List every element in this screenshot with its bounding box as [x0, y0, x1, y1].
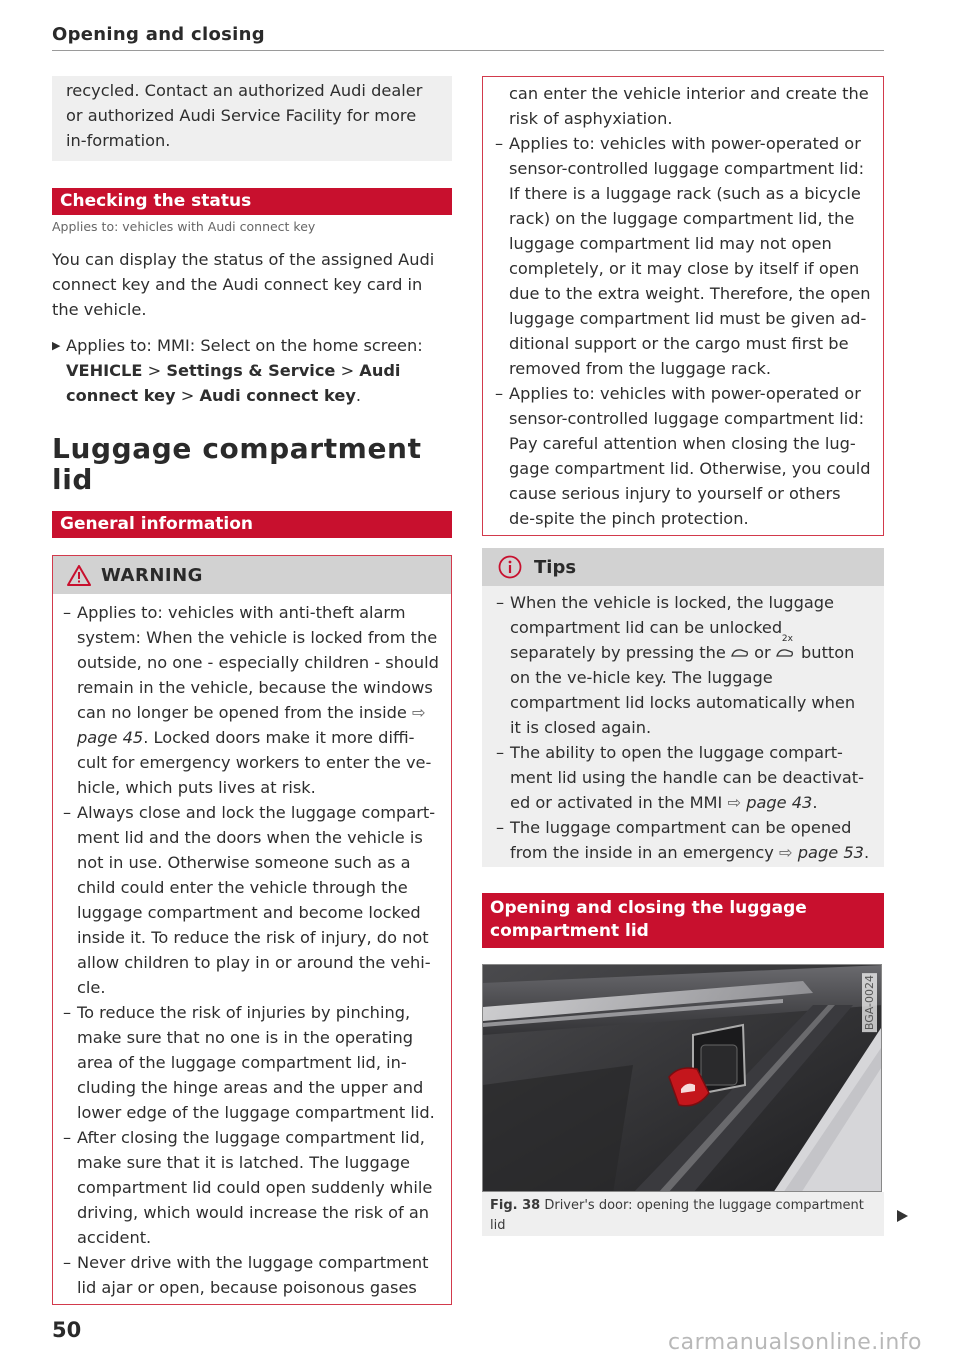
- warning-item: – Always close and lock the luggage compart-ment lid and the doors when the vehicle is not in use. Otherwise someone such as a child could enter the vehicle through the luggage compartment and become locked inside it. To reduce the risk of injury, do not allow children to play in or around the vehi-cle.: [63, 800, 441, 1000]
- trunk-button-2x-icon: [776, 634, 796, 665]
- warning-item-text: Always close and lock the luggage compart-ment lid and the doors when the vehicle is not in use. Otherwise someone such as a child could enter the vehicle through the luggage compartment and become locked inside it. To reduce the risk of injury, do not allow children to play in or around the vehi-cle.: [77, 803, 436, 997]
- continue-next-page-icon: [897, 1210, 908, 1222]
- warning-item: – Applies to: vehicles with anti-theft alarm system: When the vehicle is locked from the outside, no one - especially children - should remain in the vehicle, because the windows can no longer be opened from the inside ⇨ page 45. Locked doors make it more diffi-cult for emergency workers to enter the ve-hicle, which puts lives at risk.: [63, 603, 439, 797]
- warning-header: [53, 556, 451, 594]
- warning-item-text-post: . Locked doors make it more diffi-cult for emergency workers to enter the ve-hicle, which puts lives at risk.: [77, 728, 432, 797]
- warning-item: – Applies to: vehicles with power-operated or sensor-controlled luggage compartment lid: Pay careful attention when closing the lug-gage compartment lid. Otherwise, you could cause serious injury to yourself or others de-spite the pinch protection.: [495, 381, 871, 531]
- warning-item: – After closing the luggage compartment lid, make sure that it is latched. The luggage compartment lid could open suddenly while driving, which would increase the risk of an accident.: [63, 1125, 441, 1250]
- page-ref-arrow-icon: ⇨: [412, 703, 426, 722]
- left-column: [52, 76, 452, 1305]
- tips-header: [482, 548, 884, 586]
- page-ref-arrow-icon: ⇨: [779, 843, 793, 862]
- tip-text: When the vehicle is locked, the luggage compartment lid can be unlocked separately by pressing the: [510, 593, 835, 662]
- opening-closing-heading: Opening and closing the luggage compartment lid: [482, 893, 884, 948]
- warning-item-text: Applies to: vehicles with power-operated or sensor-controlled luggage compartment lid: Pay careful attention when closing the lug-gage compartment lid. Otherwise, you could cause serious injury to yourself or others de-spite the pinch protection.: [509, 384, 871, 528]
- figure-number: Fig. 38: [490, 1198, 541, 1213]
- tip-text-post: .: [812, 793, 818, 812]
- page-ref-link[interactable]: page 53: [797, 843, 864, 862]
- tip-text: The ability to open the luggage compart-ment lid using the handle can be deactivat-ed or activated in the MMI: [510, 743, 864, 812]
- tips-box: [482, 548, 884, 867]
- tip-item: – The luggage compartment can be opened from the inside in an emergency ⇨ page 53.: [496, 818, 870, 862]
- warning-item: – Applies to: vehicles with power-operated or sensor-controlled luggage compartment lid: If there is a luggage rack (such as a bicycle rack) on the luggage compartment lid, the luggage compartment lid may not open completely, or it may close by itself if open due to the extra weight. Therefore, the open luggage compartment lid must be given ad-ditional support or the cargo must first be removed from the luggage rack.: [495, 131, 871, 381]
- menu-path-sep: >: [340, 361, 355, 380]
- figure-caption: [482, 1192, 884, 1236]
- menu-path-audi-connect-key: Audi connect key: [66, 361, 401, 405]
- warning-item-text: Never drive with the luggage compartment lid ajar or open, because poisonous gases: [77, 1253, 429, 1297]
- figure-block: [482, 964, 884, 1236]
- tips-label: Tips: [534, 556, 577, 578]
- warning-item-text: Applies to: vehicles with anti-theft alarm system: When the vehicle is locked from the outside, no one - especially children - should remain in the vehicle, because the windows can no longer be opened from the inside: [77, 603, 439, 722]
- warning-label: WARNING: [101, 564, 203, 586]
- tip-text: button on the ve-hicle key. The luggage compartment lid locks automatically when it is closed again.: [510, 643, 856, 737]
- warning-item: – Never drive with the luggage compartment lid ajar or open, because poisonous gases: [63, 1250, 441, 1300]
- general-info-heading: General information: [52, 511, 452, 538]
- info-icon: [498, 555, 522, 579]
- page-header: [52, 24, 884, 45]
- menu-path-vehicle: VEHICLE: [66, 361, 143, 380]
- menu-path-sep: >: [180, 386, 195, 405]
- warning-continued-text: can enter the vehicle interior and create the risk of asphyxiation.: [509, 84, 869, 128]
- watermark: carmanualsonline.info: [668, 1330, 922, 1355]
- warning-box-continued: [482, 76, 884, 536]
- tips-body: [482, 586, 884, 867]
- warning-triangle-icon: [67, 565, 91, 586]
- icon-badge-2x: 2x: [781, 634, 793, 644]
- page-ref-link[interactable]: page 45: [77, 728, 144, 747]
- tip-text-or: or: [754, 643, 771, 662]
- tip-text: The luggage compartment can be opened from the inside in an emergency: [510, 818, 852, 862]
- step-prefix: Applies to: MMI: Select on the home screen:: [66, 336, 423, 355]
- warning-item: – To reduce the risk of injuries by pinching, make sure that no one is in the operating area of the luggage compartment lid, in-cluding the hinge areas and the upper and lower edge of the luggage compartment lid.: [63, 1000, 441, 1125]
- checking-status-body: You can display the status of the assigned Audi connect key and the Audi connect key card in the vehicle.: [52, 250, 435, 319]
- trunk-button-icon: [731, 647, 749, 659]
- menu-path-audi-connect-key-2: Audi connect key: [199, 386, 356, 405]
- step-bullet-icon: ▶: [52, 339, 61, 352]
- checking-status-applies: Applies to: vehicles with Audi connect key: [52, 219, 316, 234]
- right-column: [482, 76, 884, 1236]
- header-divider: [52, 50, 884, 51]
- page-ref-arrow-icon: ⇨: [727, 793, 742, 812]
- menu-path-settings: Settings & Service: [166, 361, 336, 380]
- checking-status-step: [52, 333, 452, 408]
- tip-item: – When the vehicle is locked, the luggage compartment lid can be unlocked separately by pressing the or 2x button on the ve-hicle key. The luggage compartment lid locks automatically when it is closed again.: [496, 593, 856, 737]
- door-handle-illustration: [483, 965, 882, 1192]
- figure-image: [482, 964, 882, 1192]
- figure-code: BGA-0024: [863, 975, 876, 1031]
- page-number: 50: [52, 1318, 82, 1342]
- warning-item-text: After closing the luggage compartment lid, make sure that it is latched. The luggage compartment lid could open suddenly while driving, which would increase the risk of an accident.: [77, 1128, 433, 1247]
- checking-status-heading: Checking the status: [52, 188, 452, 215]
- menu-path-sep: >: [147, 361, 162, 380]
- figure-caption-text: Driver's door: opening the luggage compartment lid: [490, 1198, 864, 1233]
- running-header-title: Opening and closing: [52, 24, 265, 45]
- section-title: Luggage compartment lid: [52, 432, 422, 496]
- intro-text: recycled. Contact an authorized Audi dealer or authorized Audi Service Facility for more in-formation.: [66, 81, 423, 150]
- tip-item: – The ability to open the luggage compart-ment lid using the handle can be deactivat-ed or activated in the MMI ⇨ page 43.: [496, 743, 864, 812]
- intro-continued-box: [52, 76, 452, 161]
- warning-item-text: To reduce the risk of injuries by pinching, make sure that no one is in the operating area of the luggage compartment lid, in-cluding the hinge areas and the upper and lower edge of the luggage compartment lid.: [77, 1003, 435, 1122]
- warning-body: [53, 594, 451, 1304]
- warning-box: [52, 555, 452, 1305]
- page-ref-link[interactable]: page 43: [746, 793, 813, 812]
- tip-text-post: .: [863, 843, 870, 862]
- warning-item-text: Applies to: vehicles with power-operated or sensor-controlled luggage compartment lid: If there is a luggage rack (such as a bicycle rack) on the luggage compartment lid, the luggage compartment lid may not open completely, or it may close by itself if open due to the extra weight. Therefore, the open luggage compartment lid must be given ad-ditional support or the cargo must first be removed from the luggage rack.: [509, 134, 871, 378]
- step-end: .: [355, 386, 362, 405]
- step-text: [66, 333, 452, 408]
